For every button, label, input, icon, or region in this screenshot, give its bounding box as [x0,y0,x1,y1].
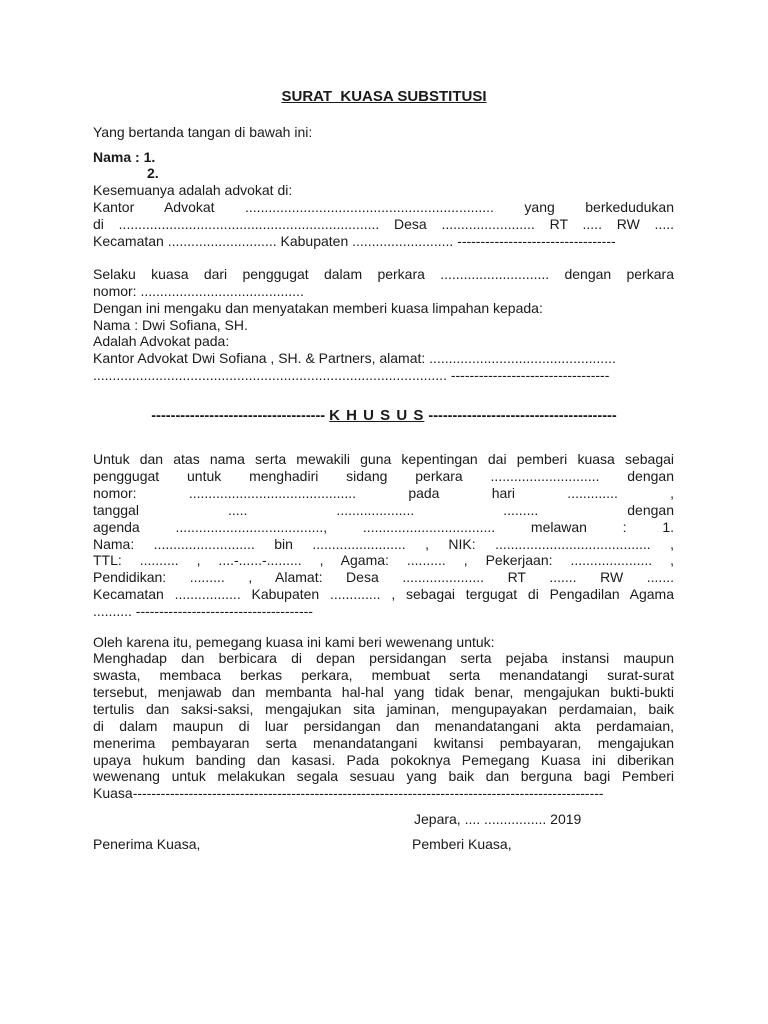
p2-line: ........................................................................................... ---------------------------------- [93,367,610,383]
document-title: SURAT KUASA SUBSTITUSI [281,88,487,105]
p4-line: Kuasa----------------------------------------------------------------------------------------------------- [93,785,604,801]
p4-line: Oleh karena itu, pemegang kuasa ini kami beri wewenang untuk: [93,634,495,650]
khusus-heading [0,407,768,424]
p4-line: tersebut, menjawab dan membanta hal-hal yang tidak benar, mengajukan bukti-bukti [93,684,674,700]
p2-line: Kantor Advokat Dwi Sofiana , SH. & Partners, alamat: ................................................ [93,350,616,366]
p4-line: swasta, membaca berkas perkara, membuat serta menandatangi surat-surat [93,667,674,683]
intro-text: Yang bertanda tangan di bawah ini: [93,124,313,140]
p3-line: TTL: .......... , ....-......-......... , Agama: .......... , Pekerjaan: ..................... , [93,552,674,568]
p4-line: di dalam maupun di luar persidangan dan menandatangani akta perdamaian, [93,718,674,734]
p3-line: Kecamatan ................. Kabupaten ............. , sebagai tergugat di Pengadilan Agama [93,586,674,602]
place-date: Jepara, .... ................ 2019 [414,811,582,827]
p4-line: upaya hukum banding dan kasasi. Pada pokoknya Pemegang Kuasa ini diberikan [93,752,674,768]
khusus-title: K H U S U S [329,407,425,424]
p3-line: agenda ......................................, .................................. melawan : 1. [93,519,674,535]
p2-line: Nama : Dwi Sofiana, SH. [93,317,248,333]
p2-line: Dengan ini mengaku dan menyatakan memberi kuasa limpahan kepada: [93,300,543,316]
p2-line: nomor: .......................................... [93,283,304,299]
khusus-dashes-left: ------------------------------------ [151,408,330,424]
p3-line: .......... -------------------------------------- [93,603,313,619]
nama-label-2: 2. [147,165,159,181]
p3-line: nomor: ........................................... pada hari ............. , [93,485,674,501]
p1-line: Kecamatan ............................ Kabupaten .......................... ---------------------------------- [93,233,616,249]
p3-line: tanggal ..... .................... ......... dengan [93,502,674,518]
p1-line: Kantor Advokat ................................................................ yang berkedudukan [93,199,674,215]
p4-line: tertulis dan saksi-saksi, mengajukan sita jaminan, mengupayakan perdamaian, baik [93,701,674,717]
penerima-kuasa-label: Penerima Kuasa, [93,836,201,852]
pemberi-kuasa-label: Pemberi Kuasa, [412,836,512,852]
p3-line: Pendidikan: ......... , Alamat: Desa ..................... RT ....... RW ....... [93,569,674,585]
khusus-dashes-right: --------------------------------------- [424,408,617,424]
p1-line: Kesemuanya adalah advokat di: [93,182,293,198]
p4-line: menerima pembayaran serta menandatangani kwitansi pembayaran, mengajukan [93,735,674,751]
p4-line: wewenang untuk melakukan segala sesuau yang baik dan berguna bagi Pemberi [93,768,674,784]
nama-label-1: Nama : 1. [93,149,156,165]
p1-line: di ................................................................... Desa ........................ RT ..... RW ..... [93,216,674,232]
p3-line: penggugat untuk menghadiri sidang perkara ............................ dengan [93,468,674,484]
p4-line: Menghadap dan berbicara di depan persidangan serta pejaba instansi maupun [93,650,674,666]
p3-line: Untuk dan atas nama serta mewakili guna kepentingan dai pemberi kuasa sebagai [93,451,674,467]
p2-line: Selaku kuasa dari penggugat dalam perkara ............................ dengan perkara [93,266,674,282]
p2-line: Adalah Advokat pada: [93,333,230,349]
p3-line: Nama: .......................... bin ........................ , NIK: ........................................ , [93,536,674,552]
